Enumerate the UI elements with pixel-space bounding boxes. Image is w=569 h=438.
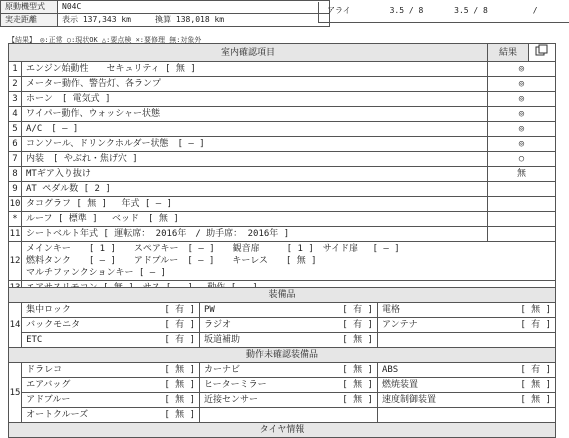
equipment-number: 14: [9, 303, 22, 348]
row-item: ワイパー動作、ウォッシャー状態: [22, 107, 488, 122]
equipment-item-value: [ 有 ]: [141, 318, 200, 333]
result-header: 結果: [488, 44, 529, 62]
unconfirmed-item-value: [ 有 ]: [497, 363, 556, 378]
equipment-header: 装備品: [9, 288, 556, 303]
row-item: A/C [ ― ]: [22, 122, 488, 137]
result-legend: 【結果】 ◎:正常 ○:現状OK △:要点検 ×:要修理 無:対象外: [8, 36, 202, 44]
row-result: ◎: [488, 107, 556, 122]
unconfirmed-item-label: 速度制御装置: [377, 393, 496, 408]
unconfirmed-row: [9, 378, 556, 393]
unconfirmed-item-value: [ 無 ]: [141, 363, 200, 378]
equipment-row: [9, 318, 556, 333]
row-item: コンソール、ドリンクホルダー状態 [ ― ]: [22, 137, 488, 152]
adjusted-label: 換算: [155, 15, 172, 24]
interior-row: [9, 122, 556, 137]
alignment-label: アライ: [327, 6, 351, 15]
equipment-item-label: 集中ロック: [22, 303, 141, 318]
row-number: 2: [9, 77, 22, 92]
keys-line-3: マルチファンクションキー [ ― ]: [26, 268, 166, 278]
tire-info-header: タイヤ情報: [9, 423, 556, 438]
unconfirmed-item-label: ドラレコ: [22, 363, 141, 378]
equipment-item-value: [ 無 ]: [319, 333, 378, 348]
interior-row: [9, 227, 556, 242]
unconfirmed-item-label: カーナビ: [200, 363, 319, 378]
row-result: ○: [488, 152, 556, 167]
equipment-item-value: [ 有 ]: [319, 318, 378, 333]
row-item: AT ペダル数 [ 2 ]: [22, 182, 488, 197]
equipment-item-label: ETC: [22, 333, 141, 348]
equipment-row: [9, 333, 556, 348]
interior-row: [9, 137, 556, 152]
unconfirmed-row: [9, 408, 556, 423]
unconfirmed-item-label: 近接センサー: [200, 393, 319, 408]
equipment-item-label: 坂道補助: [200, 333, 319, 348]
row-item: エンジン始動性 セキュリティ [ 無 ]: [22, 62, 488, 77]
row-result: [488, 182, 556, 197]
interior-row: [9, 167, 556, 182]
row-number: 6: [9, 137, 22, 152]
keys-line-2: 燃料タンク [ ― ] アドブルー [ ― ] キーレス [ 無 ]: [26, 256, 317, 266]
equipment-item-value: [ 有 ]: [141, 333, 200, 348]
interior-row: [9, 197, 556, 212]
row-result: ◎: [488, 137, 556, 152]
row-number: *: [9, 212, 22, 227]
row-item: シートベルト年式 [ 運転席： 2016年 / 助手席： 2016年 ]: [22, 227, 488, 242]
unconfirmed-item-value: [497, 408, 556, 423]
row-item: メーター動作、警告灯、各ランプ: [22, 77, 488, 92]
unconfirmed-item-value: [ 無 ]: [141, 378, 200, 393]
equipment-item-value: [ 有 ]: [497, 318, 556, 333]
row-12-keys: [22, 242, 556, 281]
interior-header: 室内確認項目: [9, 44, 488, 62]
equipment-item-value: [ 有 ]: [319, 303, 378, 318]
unconfirmed-item-value: [ 無 ]: [319, 393, 378, 408]
row-number: 4: [9, 107, 22, 122]
equipment-item-label: アンテナ: [377, 318, 496, 333]
row-item: 内装 [ やぶれ・焦げ穴 ]: [22, 152, 488, 167]
unconfirmed-item-value: [319, 408, 378, 423]
copy-icon[interactable]: [529, 44, 556, 62]
interior-row: [9, 92, 556, 107]
alignment-row: [318, 2, 569, 23]
unconfirmed-item-value: [ 無 ]: [319, 378, 378, 393]
unconfirmed-item-value: [ 無 ]: [141, 408, 200, 423]
interior-row: [9, 152, 556, 167]
row-result: ◎: [488, 77, 556, 92]
row-number: 10: [9, 197, 22, 212]
keys-line-1: メインキー [ 1 ] スペアキー [ ― ] 観音扉 [ 1 ] サイド扉 [ ― ]: [26, 244, 400, 254]
row-result: ◎: [488, 122, 556, 137]
row-item: MTギア入り抜け: [22, 167, 488, 182]
unconfirmed-item-value: [ 無 ]: [497, 378, 556, 393]
equipment-table: [8, 287, 556, 438]
vehicle-info-table: [0, 0, 330, 27]
unconfirmed-header: 動作未確認装備品: [9, 348, 556, 363]
equipment-item-value: [ 有 ]: [141, 303, 200, 318]
unconfirmed-item-label: ABS: [377, 363, 496, 378]
row-item: タコグラフ [ 無 ] 年式 [ ― ]: [22, 197, 488, 212]
tire-value-2: 3.5 / 8: [454, 6, 488, 15]
unconfirmed-item-label: [200, 408, 319, 423]
unconfirmed-item-label: オートクルーズ: [22, 408, 141, 423]
unconfirmed-row: [9, 393, 556, 408]
row-number: 7: [9, 152, 22, 167]
adjusted-value: 138,018 km: [175, 15, 225, 24]
row-number: 5: [9, 122, 22, 137]
unconfirmed-item-value: [ 無 ]: [141, 393, 200, 408]
row-number: 9: [9, 182, 22, 197]
unconfirmed-item-label: [377, 408, 496, 423]
equipment-item-label: 電格: [377, 303, 496, 318]
equipment-item-label: ラジオ: [200, 318, 319, 333]
row-result: [488, 197, 556, 212]
mileage-values: [58, 14, 330, 27]
row-result: [488, 212, 556, 227]
engine-model-value: N04C: [58, 1, 330, 14]
row-number: 8: [9, 167, 22, 182]
odometer-label: 表示: [62, 15, 78, 24]
unconfirmed-item-value: [ 無 ]: [319, 363, 378, 378]
mileage-label: 実走距離: [1, 14, 58, 27]
equipment-item-label: バックモニタ: [22, 318, 141, 333]
unconfirmed-number: 15: [9, 363, 22, 423]
equipment-item-value: [497, 333, 556, 348]
equipment-row: [9, 303, 556, 318]
unconfirmed-row: [9, 363, 556, 378]
row-number: 11: [9, 227, 22, 242]
row-result: [488, 227, 556, 242]
interior-row: [9, 107, 556, 122]
unconfirmed-item-label: ヒーターミラー: [200, 378, 319, 393]
unconfirmed-item-label: エアバッグ: [22, 378, 141, 393]
engine-model-label: 原動機型式: [1, 1, 58, 14]
odometer-value: 137,343 km: [82, 15, 131, 24]
interior-row: [9, 62, 556, 77]
equipment-item-value: [ 無 ]: [497, 303, 556, 318]
row-result: 無: [488, 167, 556, 182]
equipment-item-label: [377, 333, 496, 348]
equipment-item-label: PW: [200, 303, 319, 318]
row-result: ◎: [488, 92, 556, 107]
row-item: ルーフ [ 標準 ] ベッド [ 無 ]: [22, 212, 488, 227]
row-result: ◎: [488, 62, 556, 77]
interior-row: [9, 212, 556, 227]
row-number: 3: [9, 92, 22, 107]
interior-check-table: [8, 43, 556, 296]
row-12-number: 12: [9, 242, 22, 281]
row-number: 1: [9, 62, 22, 77]
tire-slash: /: [532, 6, 538, 15]
row-item: ホーン [ 電気式 ]: [22, 92, 488, 107]
unconfirmed-item-value: [ 無 ]: [497, 393, 556, 408]
interior-row: [9, 77, 556, 92]
unconfirmed-item-label: 燃焼装置: [377, 378, 496, 393]
tire-value-1: 3.5 / 8: [389, 6, 424, 15]
interior-row: [9, 182, 556, 197]
unconfirmed-item-label: アドブルー: [22, 393, 141, 408]
